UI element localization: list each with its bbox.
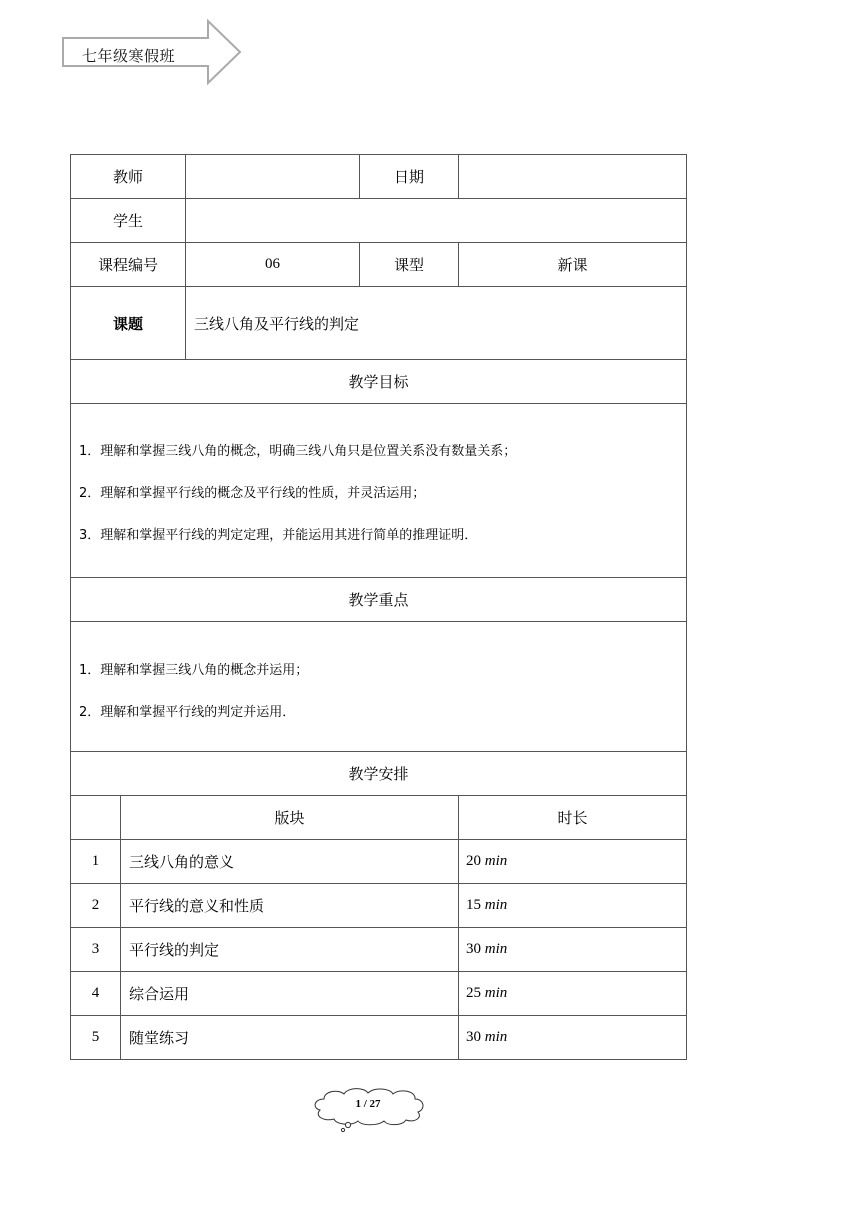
duration-unit: min	[484, 985, 508, 1001]
student-label: 学生	[71, 199, 186, 243]
keypoint-item: 1．理解和掌握三线八角的概念并运用；	[79, 663, 309, 678]
page-number-bubble	[310, 1085, 430, 1135]
duration	[459, 884, 687, 928]
schedule-row	[71, 840, 687, 884]
course-row	[71, 243, 687, 287]
objectives-list	[71, 404, 687, 578]
duration	[459, 972, 687, 1016]
schedule-heading-row	[71, 752, 687, 796]
duration-minutes: 30	[466, 941, 482, 957]
grade-banner	[60, 18, 244, 86]
schedule-header-row	[71, 796, 687, 840]
block-name: 三线八角的意义	[121, 840, 459, 884]
duration-unit: min	[484, 897, 508, 913]
course-no-value: 06	[186, 243, 360, 287]
schedule-block-header: 版块	[121, 796, 459, 840]
schedule-heading: 教学安排	[71, 752, 687, 796]
student-value	[186, 199, 687, 243]
duration-unit: min	[484, 941, 508, 957]
date-label: 日期	[360, 155, 459, 199]
teacher-label: 教师	[71, 155, 186, 199]
schedule-no-header	[71, 796, 121, 840]
keypoints-body-row	[71, 622, 687, 752]
block-name: 平行线的意义和性质	[121, 884, 459, 928]
schedule-row	[71, 1016, 687, 1060]
duration	[459, 1016, 687, 1060]
student-row	[71, 199, 687, 243]
date-value	[459, 155, 687, 199]
duration	[459, 840, 687, 884]
lesson-plan-table	[70, 154, 687, 1060]
objective-item: 3．理解和掌握平行线的判定定理，并能运用其进行简单的推理证明．	[79, 528, 478, 543]
row-number: 3	[71, 928, 121, 972]
course-type-label: 课型	[360, 243, 459, 287]
objectives-heading-row	[71, 360, 687, 404]
duration-minutes: 15	[466, 897, 482, 913]
teacher-row	[71, 155, 687, 199]
block-name: 平行线的判定	[121, 928, 459, 972]
page-number: 1 / 27	[355, 1098, 381, 1110]
duration	[459, 928, 687, 972]
banner-label: 七年级寒假班	[82, 47, 176, 65]
schedule-duration-header: 时长	[459, 796, 687, 840]
row-number: 4	[71, 972, 121, 1016]
objective-item: 1．理解和掌握三线八角的概念，明确三线八角只是位置关系没有数量关系；	[79, 444, 517, 459]
block-name: 综合运用	[121, 972, 459, 1016]
objective-item: 2．理解和掌握平行线的概念及平行线的性质，并灵活运用；	[79, 486, 426, 501]
keypoints-heading: 教学重点	[71, 578, 687, 622]
row-number: 1	[71, 840, 121, 884]
duration-unit: min	[484, 1029, 508, 1045]
keypoint-item: 2．理解和掌握平行线的判定并运用．	[79, 705, 296, 720]
row-number: 5	[71, 1016, 121, 1060]
teacher-value	[186, 155, 360, 199]
schedule-row	[71, 928, 687, 972]
keypoints-heading-row	[71, 578, 687, 622]
schedule-row	[71, 884, 687, 928]
cloud-icon	[310, 1085, 430, 1135]
duration-minutes: 30	[466, 1029, 482, 1045]
topic-label: 课题	[71, 287, 186, 360]
course-type-value: 新课	[459, 243, 687, 287]
duration-minutes: 25	[466, 985, 482, 1001]
topic-value: 三线八角及平行线的判定	[186, 287, 687, 360]
course-no-label: 课程编号	[71, 243, 186, 287]
schedule-row	[71, 972, 687, 1016]
duration-minutes: 20	[466, 853, 482, 869]
row-number: 2	[71, 884, 121, 928]
keypoints-list	[71, 622, 687, 752]
objectives-heading: 教学目标	[71, 360, 687, 404]
topic-row	[71, 287, 687, 360]
block-name: 随堂练习	[121, 1016, 459, 1060]
objectives-body-row	[71, 404, 687, 578]
duration-unit: min	[484, 853, 508, 869]
